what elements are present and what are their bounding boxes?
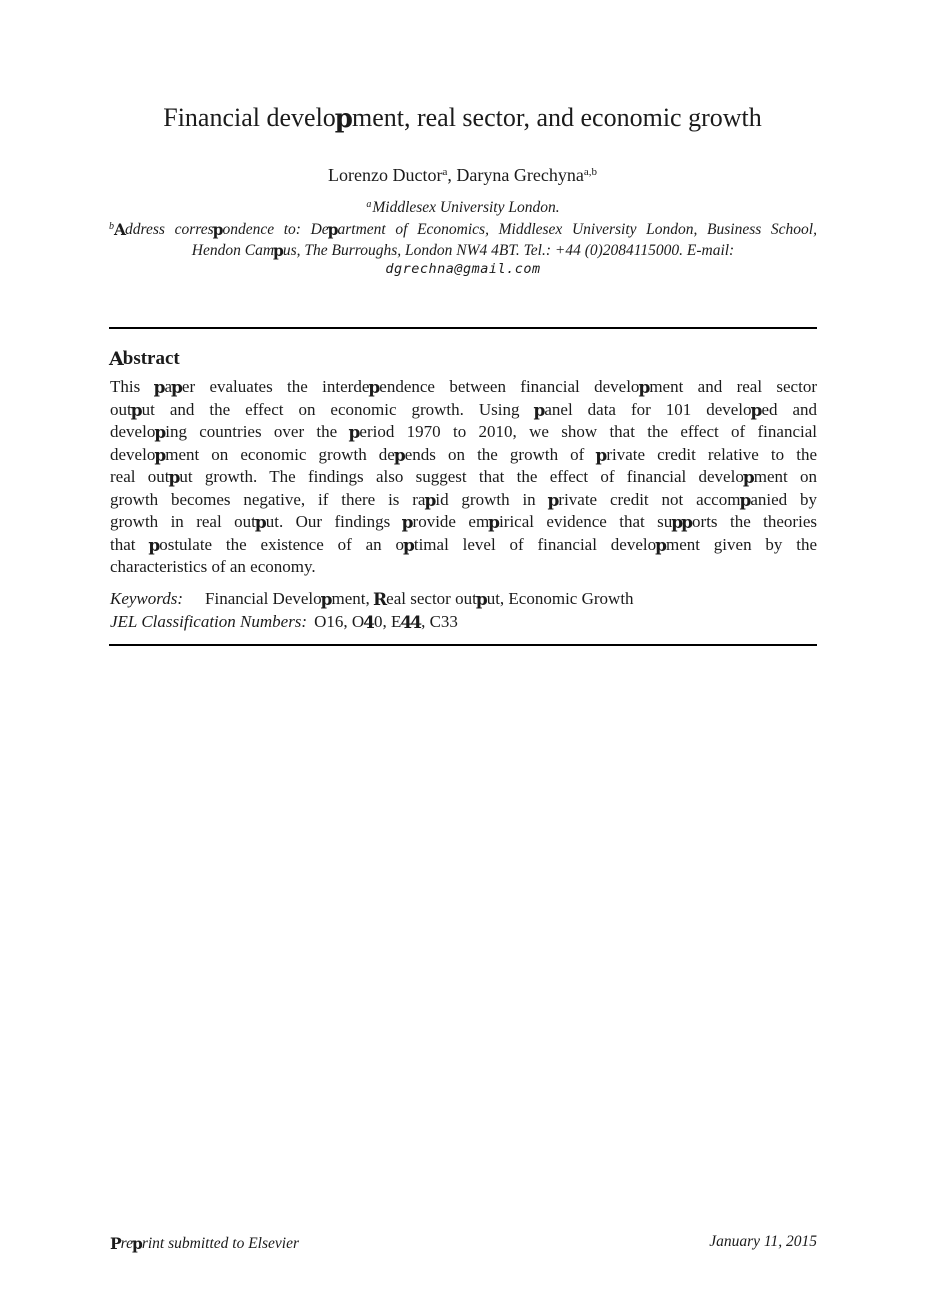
author-2-name: Daryna Grechyna — [456, 165, 584, 185]
affiliation-a — [109, 195, 817, 217]
abstract-line: growth in real output. Our findings provide empirical evidence that supports the theories — [110, 512, 817, 533]
affiliation-a-text: Middlesex University London. — [372, 199, 560, 216]
divider-bottom — [109, 644, 817, 646]
paper-title: Financial development, real sector, and economic growth — [163, 103, 762, 134]
abstract-line: development on economic growth depends on the growth of private credit relative to the — [110, 444, 818, 466]
keywords-label: Keywords: — [110, 589, 184, 608]
abstract-line: growth becomes negative, if there is rapid growth in private credit not accompanied by — [110, 489, 817, 511]
abstract-line: output and the effect on economic growth. Using panel data for 101 developed and — [110, 399, 818, 421]
abstract-line: developing countries over the period 1970 to 2010, we show that the effect of financial — [110, 422, 817, 443]
keywords-line — [110, 587, 817, 611]
affiliation-b-mark: b — [109, 221, 114, 233]
author-1-name: Lorenzo Ductor — [328, 165, 443, 185]
affiliations-block — [109, 195, 817, 279]
affiliation-b-line-2: Hendon Campus, The Burroughs, London NW4 4BT. Tel.: +44 (0)2084115000. E-mail: — [191, 240, 735, 260]
affiliation-b-line-1 — [109, 217, 817, 239]
author-line — [0, 160, 925, 187]
jel-label: JEL Classification Numbers: — [110, 612, 308, 631]
abstract-line: real output growth. The findings also suggest that the effect of financial development on — [110, 467, 818, 488]
footer-date: January 11, 2015 — [709, 1233, 817, 1250]
affiliation-a-mark: a — [366, 199, 372, 210]
contact-email: dgrechna@gmail.com — [385, 260, 541, 277]
abstract-heading: Abstract — [109, 348, 180, 370]
abstract-line: This paper evaluates the interdependence between financial development and real sector — [110, 377, 817, 398]
jel-line — [110, 610, 817, 634]
footer-submission-note: Preprint submitted to Elsevier — [110, 1234, 299, 1253]
abstract-line: that postulate the existence of an optimal level of financial development given by the — [110, 534, 817, 556]
abstract-paragraph — [110, 376, 817, 579]
abstract-line: characteristics of an economy. — [110, 557, 316, 576]
jel-value: O16, O40, E44, C33 — [314, 612, 458, 633]
author-separator: , — [447, 165, 457, 185]
affiliation-b-text-1: Address correspondence to: Department of Economics, Middlesex University London, Business School, — [114, 220, 817, 240]
keywords-value: Financial Development, Real sector output, Economic Growth — [205, 589, 634, 610]
author-2-affiliation-marks: a,b — [583, 166, 597, 178]
divider-top — [109, 327, 817, 329]
author-1-affiliation-mark: a — [442, 166, 448, 178]
